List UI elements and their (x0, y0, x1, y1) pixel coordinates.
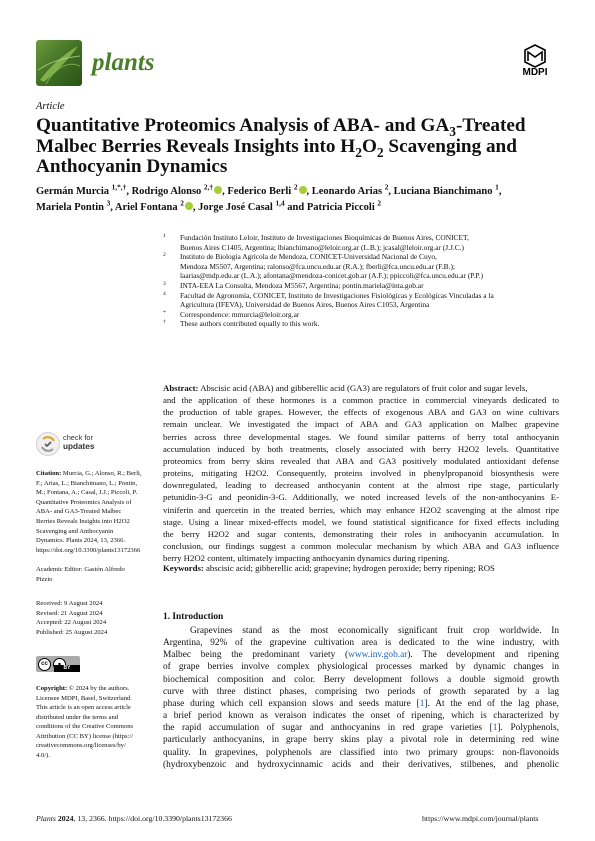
copyright-notice (36, 684, 154, 760)
affiliation-mark: 3 (163, 280, 166, 287)
affiliation-line: Agricultura (IFEVA), Universidad de Buenos Aires, Buenos Aires C1053, Argentina (180, 300, 430, 310)
cc-by-label: BY (54, 665, 80, 672)
keywords-label: Keywords: (163, 563, 204, 573)
author-name: Mariela Pontin (36, 201, 104, 213)
orcid-icon[interactable] (185, 202, 193, 210)
author-affiliation-mark: 2,† (203, 182, 214, 192)
affiliation-line: These authors contributed equally to this work. (180, 319, 320, 329)
affiliation-line: Facultad de Agronomía, CONICET, Instituto de Investigaciones Fisiológicas y Ecológicas Vinculadas a la (180, 290, 494, 300)
author-name: Patricia Piccoli (306, 201, 375, 213)
author-affiliation-mark: 1 (495, 182, 499, 192)
intro-text: particularly anthocyanins, in grape berry skins play a pivotal role in determining red wine (163, 735, 559, 746)
reference-link[interactable]: 1 (419, 698, 425, 709)
author-name: Luciana Bianchimano (393, 186, 493, 197)
intro-text: of grape berries involve complex physiological processes marked by dynamic changes in (163, 662, 559, 673)
orcid-icon[interactable] (214, 186, 222, 194)
abstract-line: the production of table grapes. However, the effects of exogenous ABA and GA3 on wine cultivars (163, 407, 559, 418)
intro-text: ]. At the end of the lag phase, (424, 698, 559, 709)
abstract-line: proteins, mitigating H2O2. Consequently, proteins involved in phenylpropanoid biosynthesis were (163, 468, 559, 479)
date-line: Revised: 21 August 2024 (36, 609, 103, 617)
abstract-line: berries across three developmental stages. We found similar patterns of berry total anthocyanin (163, 431, 559, 442)
author-name: Leonardo Arias (311, 186, 383, 197)
intro-line (163, 674, 559, 686)
citation-line: F.; Arias, L.; Bianchimano, L.; Pontin, (36, 479, 138, 487)
intro-line (163, 637, 559, 649)
affiliation-line: Instituto de Biología Agrícola de Mendoza, CONICET-Universidad Nacional de Cuyo, (180, 252, 437, 262)
author-name: Rodrigo Alonso (131, 186, 202, 197)
footer-journal: Plants (36, 814, 56, 823)
check-updates-icon (36, 432, 60, 456)
affiliation-line: Mendoza M5507, Argentina; ralonso@fca.uncu.edu.ar (R.A.); fberli@fca.uncu.edu.ar (F.B.); (180, 261, 455, 271)
affiliation-item (163, 281, 558, 291)
mdpi-logo-icon (512, 44, 558, 68)
abstract-line: and the application of these hormones is a common practice in commercial vineyards dedicated to (163, 395, 559, 406)
affiliation-mark: † (163, 319, 166, 326)
affiliation-line: laarias@mdp.edu.ar (L.A.); afontana@mendoza-conicet.gob.ar (A.F.); ppiccoli@fca.uncu.edu.ar (P.P.) (180, 271, 484, 281)
citation-line: Berries Reveals Insights into H2O2 (36, 517, 130, 525)
intro-text: ). The development and ripening (407, 650, 559, 661)
mdpi-logo (512, 44, 558, 80)
affiliation-mark: 1 (163, 233, 166, 239)
keywords (163, 562, 559, 574)
citation-line: https://doi.org/10.3390/plants13172366 (36, 546, 141, 554)
affiliation-mark: * (163, 309, 166, 316)
intro-text: curve with three distinct phases, comprising two periods of growth separated by a lag (163, 686, 559, 697)
intro-text: biochemical composition and color. Berry development follows a double sigmoid growth (163, 674, 559, 685)
affiliation-line: Buenos Aires C1405, Argentina; lbianchimano@leloir.org.ar (L.B.); jcasal@leloir.org.ar (J.J.C.) (180, 242, 464, 252)
editor-line: Academic Editor: Gastón Alfredo (36, 566, 125, 573)
abstract-line: the berry H2O2 and sugar contents, demonstrating their roles in anthocyanin accumulation. In (163, 528, 559, 539)
date-line: Published: 25 August 2024 (36, 628, 108, 636)
author-affiliation-mark: 1,4 (275, 198, 285, 207)
intro-line (163, 722, 559, 734)
abstract (163, 382, 559, 564)
intro-text: the rapid accumulation of sugar and anthocyanins in red grape varieties [ (163, 723, 493, 734)
footer-doi[interactable]: , 13, 2366. https://doi.org/10.3390/plants13172366 (73, 814, 232, 823)
affiliation-mark: 2 (163, 252, 166, 259)
intro-text: Argentina, 92% of the grapevine cultivation area is dedicated to the wine industry, with (163, 638, 559, 649)
author-affiliation-mark: 3 (106, 198, 111, 207)
affiliation-item (163, 291, 558, 310)
section-heading-introduction: 1. Introduction (163, 612, 224, 622)
copyright-label: Copyright: (36, 685, 68, 692)
orcid-icon[interactable] (299, 186, 307, 194)
affiliations (163, 233, 558, 329)
reference-link[interactable]: 1 (492, 723, 498, 734)
intro-line (163, 661, 559, 673)
copyright-line: Attribution (CC BY) license (https:// (36, 732, 134, 740)
copyright-line: 4.0/). (36, 751, 50, 759)
journal-logo (36, 40, 82, 86)
footer-year: 2024 (57, 814, 74, 823)
abstract-line: stage. Using a linear mixed-effects model, we found statistical significance for fixed effects including (163, 516, 559, 527)
reference-link[interactable]: www.inv.gob.ar (348, 650, 408, 661)
affiliation-line: INTA-EEA La Consulta, Mendoza M5567, Argentina; pontin.mariela@inta.gob.ar (180, 280, 424, 290)
affiliation-mark: 4 (163, 290, 166, 297)
citation-block (36, 469, 154, 555)
academic-editor (36, 565, 154, 584)
citation-line: Murcia, G.; Alonso, R.; Berli, (61, 470, 142, 477)
check-updates-label: check for (63, 433, 93, 442)
intro-text: a brief period known as veraison indicates the onset of ripening, which is characterized by (163, 711, 559, 722)
copyright-line: conditions of the Creative Commons (36, 723, 134, 731)
author-name: Jorge José Casal (198, 201, 273, 213)
author-list: Germán Murcia $^{1,*,\dagger}$, Rodrigo Alonso $^{2,\dagger}$ , Federico Berli $^2$ , Leonardo Arias $^2$, Luciana Bianchimano $^1$, Mariela Pontin $^3$, Ariel Fontana $^2$ , Jorge José Casal $^{1,4}$ and Patricia Piccoli $^2$ (36, 182, 502, 213)
abstract-line: proteomics from berry skins revealed that ABA and GA3 positively modulated antioxidant defense (163, 455, 559, 466)
abstract-line: Abscisic acid (ABA) and gibberellic acid (GA3) are regulators of fruit color and sugar levels, (198, 383, 528, 393)
author-affiliation-mark: 2 (293, 182, 298, 192)
citation-line: Dynamics. Plants 2024, 13, 2366. (36, 537, 126, 545)
abstract-label: Abstract: (163, 383, 199, 393)
intro-line (163, 710, 559, 722)
citation-line: Scavenging and Anthocyanin (36, 527, 114, 535)
copyright-line: © 2024 by the authors. (67, 685, 130, 692)
intro-text: ]. Polyphenols, (497, 723, 559, 734)
author-name: Federico Berli (227, 186, 292, 197)
abstract-line: downregulated, leading to decreased anthocyanin content at the almost ripe stage, particularly (163, 480, 559, 491)
intro-line (163, 686, 559, 698)
affiliation-line: Correspondence: mmurcia@leloir.org.ar (180, 309, 300, 319)
intro-line (163, 759, 559, 771)
citation-line: ABA- and GA3-Treated Malbec (36, 508, 122, 516)
abstract-line: berry H2O2 content, ultimately impacting anthocyanin dynamics during ripening. (163, 553, 450, 564)
citation-line: Quantitative Proteomics Analysis of (36, 498, 132, 506)
intro-line (163, 698, 559, 710)
abstract-line: viniferin and quercetin in the treated berries, which may enhance H2O2 scavenging at the almost ripe (163, 504, 559, 515)
intro-text: quality. In grapevines, polyphenols are classified into two primary groups: non-flavonoids (163, 747, 559, 758)
copyright-line: This article is an open access article (36, 704, 131, 712)
intro-text: phase during which cell expansion slows and seeds mature [ (163, 698, 420, 709)
citation-label: Citation: (36, 470, 62, 477)
copyright-line: Licensee MDPI, Basel, Switzerland. (36, 694, 132, 702)
editor-line: Pizzio (36, 575, 53, 583)
publication-dates (36, 599, 154, 637)
author-name: Ariel Fontana (114, 201, 178, 213)
copyright-line: distributed under the terms and (36, 713, 119, 721)
author-affiliation-mark: 2 (377, 198, 382, 207)
cc-icon-text: cc (38, 658, 51, 671)
journal-name: plants (92, 49, 155, 76)
affiliation-item (163, 252, 558, 281)
author-affiliation-mark: 1,*,† (111, 182, 127, 192)
date-line: Received: 9 August 2024 (36, 600, 103, 607)
author-affiliation-mark: 2 (384, 182, 389, 192)
intro-text: Malbec being the predominant variety ( (163, 650, 349, 661)
abstract-line: conclusion, our findings suggest a common molecular mechanism by which ABA and GA3 influence (163, 541, 559, 552)
intro-text: (hydroxybenzoic and hydroxycinnamic acids and their derivatives, stilbenes, and phenolic (163, 759, 559, 770)
mdpi-logo-text: MDPI (522, 67, 548, 78)
citation-line: M.; Fontana, A.; Casal, J.J.; Piccoli, P. (36, 489, 138, 497)
intro-line (163, 649, 559, 661)
author-affiliation-mark: 2 (180, 198, 184, 207)
affiliation-item (163, 233, 558, 252)
date-line: Accepted: 22 August 2024 (36, 619, 107, 627)
affiliation-line: Fundación Instituto Leloir, Instituto de Investigaciones Bioquímicas de Buenos Aires, CONICET, (180, 233, 469, 242)
intro-line (163, 734, 559, 746)
affiliation-item (163, 319, 558, 329)
intro-text: Grapevines stand as the most economically significant fruit crop worldwide. In (190, 626, 559, 636)
introduction-text (163, 625, 559, 771)
keywords-text: abscisic acid; gibberellic acid; grapevine; hydrogen peroxide; berry ripening; ROS (203, 563, 495, 573)
intro-line (163, 747, 559, 759)
author-name: Germán Murcia (36, 186, 109, 197)
cc-by-license-icon[interactable] (36, 656, 80, 672)
abstract-line: accumulation induced by both treatments, closely associated with berry H2O2 levels. Quantitative (163, 443, 559, 454)
article-type: Article (36, 101, 65, 112)
intro-line (163, 625, 559, 637)
copyright-line: creativecommons.org/licenses/by/ (36, 742, 126, 750)
affiliation-item (163, 310, 558, 320)
abstract-line: remain unclear. We investigated the impact of ABA and GA3 application on Malbec grapevine (163, 419, 559, 430)
check-for-updates-button[interactable] (36, 432, 96, 458)
footer-journal-url[interactable]: https://www.mdpi.com/journal/plants (422, 814, 539, 823)
article-title: Quantitative Proteomics Analysis of ABA- and $GA_3$-Treated Malbec Berries Reveals Insights into $H_2O_2$ Scavenging and Anthocyanin Dynamics (36, 115, 526, 177)
abstract-line: petunidin-3-G and peonidin-3-G. Additionally, we noted increased levels of the non-anthocyanins E- (163, 492, 559, 503)
footer-citation (36, 814, 232, 823)
check-updates-label-bold: updates (63, 442, 95, 451)
